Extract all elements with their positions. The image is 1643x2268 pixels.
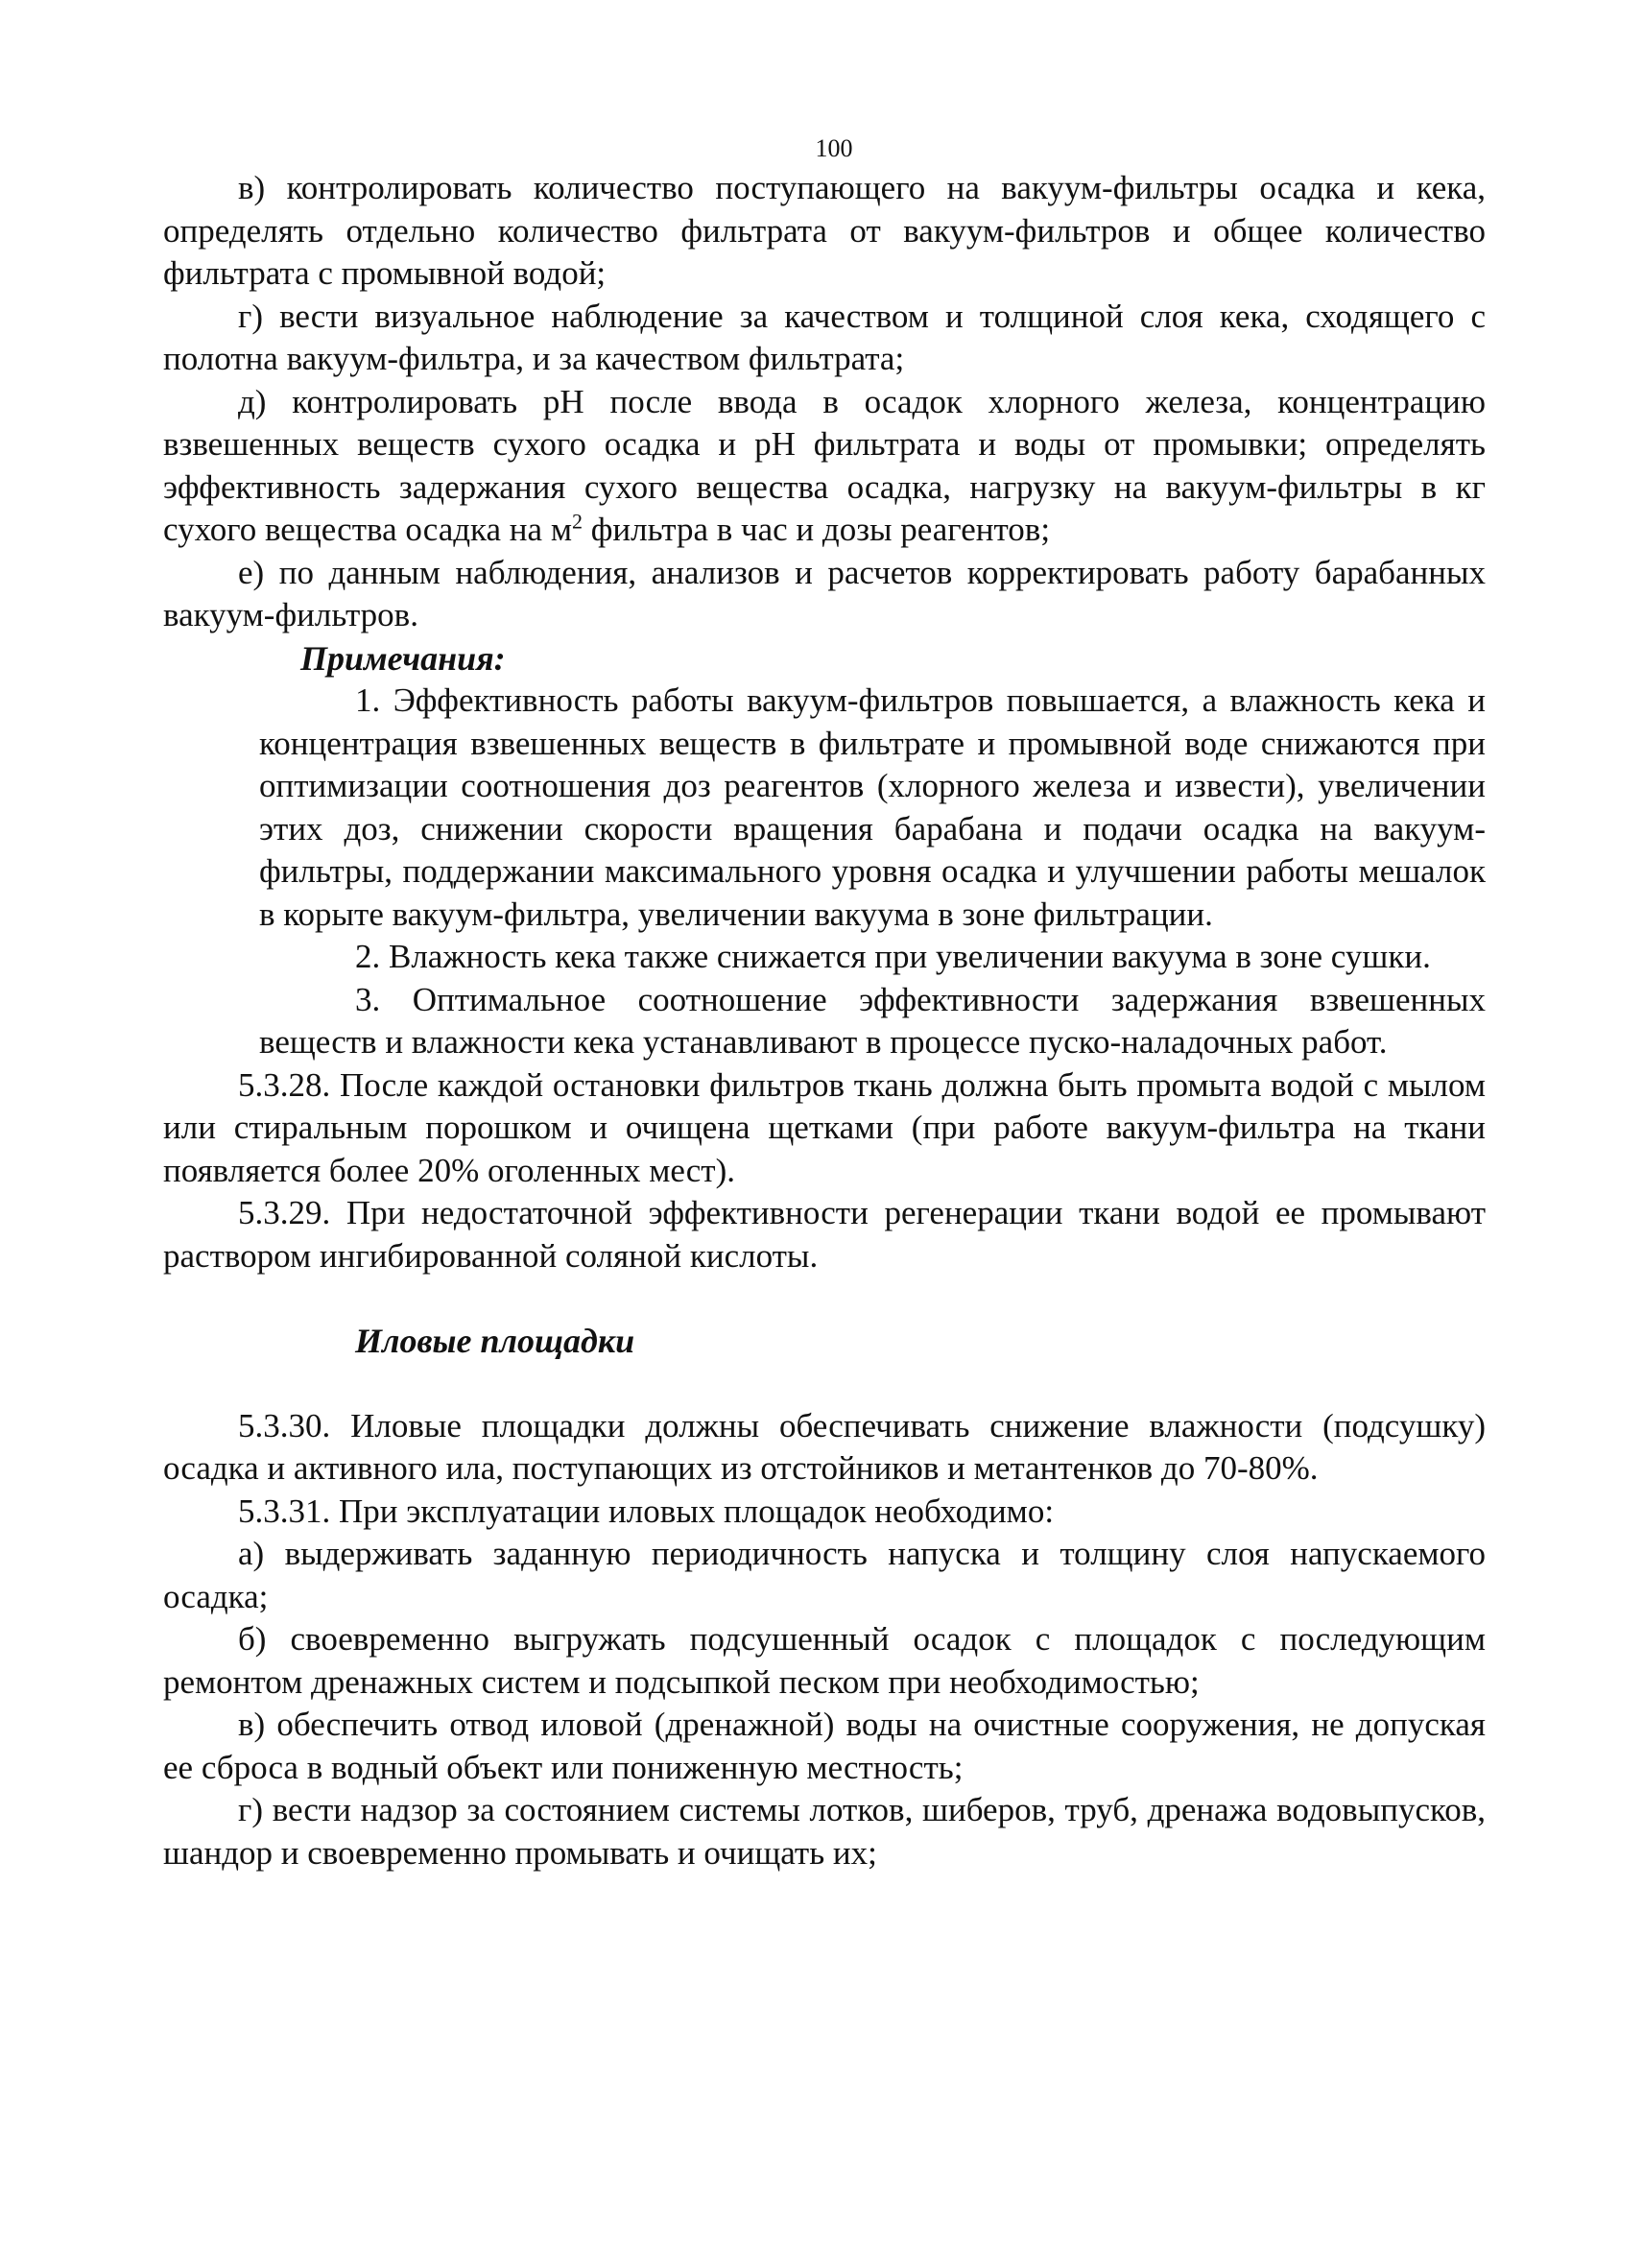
paragraph-v: в) контролировать количество поступающего на вакуум-фильтры осадка и кека, определять отдельно количество фильтрата от вакуум-фильтров и общее количество фильтрата с промывной водой; [163,169,1486,292]
clause-5-3-29: 5.3.29. При недостаточной эффективности регенерации ткани водой ее промывают раствором ингибированной соляной кислоты. [163,1194,1486,1275]
paragraph-d [163,381,1486,552]
list-item-a: а) выдерживать заданную периодичность напуска и толщину слоя напускаемого осадка; [163,1535,1486,1615]
note-2: 2. Влажность кека также снижается при увеличении вакуума в зоне сушки. [355,938,1431,975]
clause-5-3-30: 5.3.30. Иловые площадки должны обеспечивать снижение влажности (подсушку) осадка и активного ила, поступающих из отстойников и метантенков до 70-80%. [163,1406,1486,1487]
paragraph-d-tail: фильтра в час и дозы реагентов; [582,511,1051,548]
list-item-g: г) вести надзор за состоянием системы лотков, шиберов, труб, дренажа водовыпусков, шандор и своевременно промывать и очищать их; [163,1791,1486,1872]
clause-5-3-28: 5.3.28. После каждой остановки фильтров ткань должна быть промыта водой с мылом или стиральным порошком и очищена щетками (при работе вакуум-фильтра на ткани появляется более 20% оголенных мест). [163,1065,1486,1189]
superscript-2: 2 [571,509,583,534]
notes-title: Примечания: [300,638,506,678]
clause-5-3-31: 5.3.31. При эксплуатации иловых площадок необходимо: [238,1492,1055,1530]
paragraph-g: г) вести визуальное наблюдение за качеством и толщиной слоя кека, сходящего с полотна вакуум-фильтра, и за качеством фильтрата; [163,297,1486,377]
paragraph-d-text: д) контролировать pH после ввода в осадок хлорного железа, концентрацию взвешенных веществ сухого осадка и pH фильтрата и воды от промывки; определять эффективность задержания сухого вещества осадка, нагрузку на вакуум-фильтры в кг сухого вещества осадка на м [163,382,1486,548]
list-item-b: б) своевременно выгружать подсушенный осадок с площадок с последующим ремонтом дренажных систем и подсыпкой песком при необходимостью; [163,1620,1486,1701]
page-number: 100 [815,134,853,162]
document-page [163,134,1486,1874]
note-3: 3. Оптимальное соотношение эффективности задержания взвешенных веществ и влажности кека устанавливают в процессе пуско-наладочных работ. [259,980,1486,1061]
paragraph-e: е) по данным наблюдения, анализов и расчетов корректировать работу барабанных вакуум-фильтров. [163,553,1486,633]
note-1: 1. Эффективность работы вакуум-фильтров повышается, а влажность кека и концентрация взвешенных веществ в фильтрате и промывной воде снижаются при оптимизации соотношения доз реагентов (хлорного железа и извести), увеличении этих доз, снижении скорости вращения барабана и подачи осадка на вакуум-фильтры, поддержании максимального уровня осадка и улучшении работы мешалок в корыте вакуум-фильтра, увеличении вакуума в зоне фильтрации. [259,681,1486,933]
list-item-v: в) обеспечить отвод иловой (дренажной) воды на очистные сооружения, не допуская ее сброса в водный объект или пониженную местность; [163,1706,1486,1786]
section-title: Иловые площадки [355,1322,635,1360]
